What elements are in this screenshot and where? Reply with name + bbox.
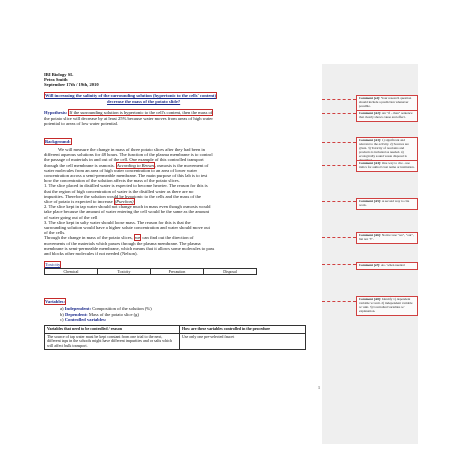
hypothesis-line3: potential to areas of low water potential. [44,121,119,126]
list-item: 1. The slice placed in distilled water is expected to become heavier. The reason for this is [44,183,208,189]
table-header: How are these variables controlled in the procedure [180,326,306,334]
hypothesis-highlight[interactable]: If the surrounding solution is hypertonic to the cell's content, then the mass of [69,110,213,115]
comment-connector [322,113,356,114]
variable-controlled: c) Controlled variables: [60,317,107,322]
table-cell: Use only one pre-selected faucet [180,333,306,350]
comment-connector [322,165,356,166]
comment-balloon[interactable]: Comment [A4]: One way to cite - use italics for author's last name or institution. [356,160,418,172]
author-name: Petra Smith [44,77,68,82]
citation-brown[interactable]: According to Brown [116,162,154,168]
background-line: the passage of materials in and out of the cell. One example of this controlled transport [44,157,204,163]
comment-balloon[interactable]: Comment [a7]: As / when needed [356,262,418,270]
page-number: 1 [318,385,320,390]
list-item: that the region of high concentration of water is the distilled water as there are no [44,188,194,194]
background-line: concentration across a semi-permeable membrane. The main purpose of this lab is to test [44,173,208,178]
hypothesis-label: Hypothesis: [44,110,68,115]
variables-label[interactable]: Variables: [45,299,65,304]
comment-balloon[interactable]: Comment [A5]: A second way to cite work. [356,198,418,210]
comment-connector [322,264,356,265]
comment-balloon[interactable]: Comment [A3]: 1) significant and relevant to the activity. 2) Sources are given. 3) Toxicity of reactants and products is included as needed. 4) ecologically sound waste disposal is [356,137,418,164]
closing-line: Through the change in mass of the potato slices, we can find out the direction of [44,235,194,241]
course-title: IBI Biology SL [44,72,74,77]
background-label[interactable]: Background: [45,139,71,144]
list-item: take place because the amount of water entering the cell would be the same as the amount [44,209,210,215]
background-line: We will measure the change in mass of three potato slices after they had been in [58,147,205,152]
citation-purchon[interactable]: (Purchon) [114,199,134,204]
comment-balloon[interactable]: Comment [a1]: Your research question should include a prediction whenever possible. [356,95,418,111]
background-line: different aqueous solutions for 48 hours. The function of the plasma membrane is to control [44,152,213,158]
table-header: Disposal [204,269,257,275]
date-line: September 17th / 19th, 2010 [44,82,99,87]
table-header: Precaution [151,269,204,275]
variable-dependent: b) Dependent: Mass of the potato slice (g) [60,311,139,317]
list-item: 2. The slice kept in tap water should not change much in mass even though osmosis would [44,204,211,210]
table-header: Variables that need to be controlled / reason [45,326,180,334]
list-item: of water going out of the cell [44,214,98,220]
closing-line: and blocks other molecules if not needed (Nelson). [44,251,138,256]
list-item: surrounding solution would have a higher solute concentration and water should move out [44,225,210,230]
comment-connector [322,301,356,302]
list-item: 3. The slice kept in salty water should loose mass. The reason for this is that the [44,219,191,225]
background-line: how the concentration of the solution affects the mass of the potato slices. [44,178,180,184]
comment-connector [322,142,356,143]
controlled-variables-table [44,325,306,350]
comment-connector [322,237,356,238]
comment-balloon[interactable]: Comment [A6]: Notice: use "we", "our", but not "I". [356,232,418,244]
list-item: slice of potato is expected to increase (Purchon) [44,199,134,204]
table-header: Toxicity [98,269,151,275]
we-highlight[interactable]: we [134,235,141,241]
comment-balloon[interactable]: Comment [A2]: An "if .. then" sentence that clearly shows cause and effect. [356,110,418,122]
comment-connector [322,99,356,100]
comment-balloon[interactable]: Comment [A8]: Identify 1) dependent variable w/ unit. 2) independent variable w/ unit. 3) Controlled variables w/ explanation. [356,296,418,316]
closing-line: membrane is semi-permeable membrane, which means that it allows some molecules to pass [44,245,215,251]
research-question-line2[interactable]: decrease the mass of the potato slide? [107,99,181,104]
closing-line: movements of the materials which passes through the plasma membrane. The plasma [44,240,201,246]
hypothesis-line2: the potato slice will decrease by at least 25% because water moves from areas of high water [44,115,213,121]
list-item: impurities. Therefore the solution would be hypotonic to the cells and the mass of the [44,193,201,199]
variable-independent: a) Independent: Composition of the solution (%) [60,306,152,311]
toxicity-label[interactable]: Toxicity [45,262,61,267]
background-line: through the cell membrane is osmosis. According to Brown, osmosis is the movement of [44,162,209,168]
background-line: water molecules from an area of high water concentration to an area of lower water [44,167,198,173]
table-cell: The source of tap water must be kept constant from one trial to the next, different taps in the schools might have different impurities and or salts which will affect bulk transport. [45,333,180,350]
hypothesis-line1[interactable] [44,110,213,115]
table-header: Chemical [45,269,98,275]
list-item: of the cells. [44,230,66,236]
research-question-line1[interactable]: Will increasing the salinity of the surrounding solution (hypertonic to the cells' content) [45,93,216,98]
toxicity-table [44,268,257,275]
comment-connector [322,201,356,202]
